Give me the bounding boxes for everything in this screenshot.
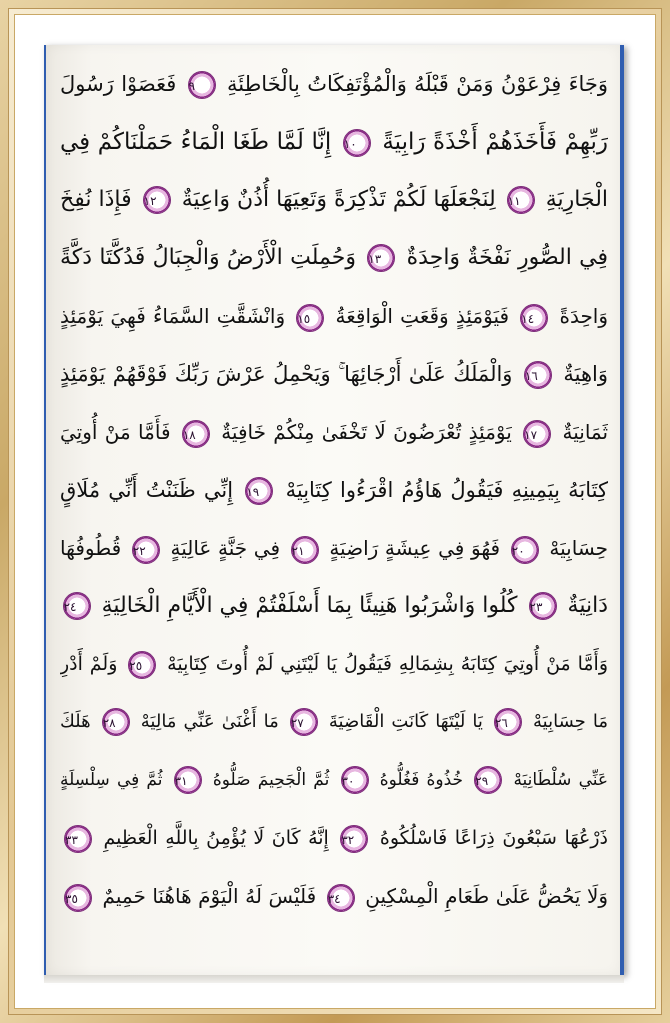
verse-end-rosette-icon: ٣٥ <box>64 884 92 912</box>
verse-line <box>60 345 608 403</box>
verse-text: عَنِّي سُلْطَانِيَهْ <box>513 770 608 790</box>
verse-end-rosette-icon: ٢٩ <box>474 766 502 794</box>
verse-end-rosette-icon: ٣٤ <box>327 884 355 912</box>
verse-line <box>60 113 608 171</box>
verse-text: خُذُوهُ فَغُلُّوهُ <box>379 770 464 790</box>
verse-text: فَيَوْمَئِذٍ وَقَعَتِ الْوَاقِعَةُ <box>335 304 510 328</box>
verse-text: إِنَّا لَمَّا طَغَا الْمَاءُ حَمَلْنَاكُمْ فِي <box>60 129 332 155</box>
verse-text: وَالْمَلَكُ عَلَىٰ أَرْجَائِهَا ۚ وَيَحْمِلُ عَرْشَ رَبِّكَ فَوْقَهُمْ يَوْمَئِذٍ <box>60 362 513 386</box>
verse-text: ثُمَّ الْجَحِيمَ صَلُّوهُ <box>212 770 330 790</box>
verse-text: مَا حِسَابِيَهْ <box>533 711 608 732</box>
verse-end-rosette-icon: ٢٢ <box>132 536 160 564</box>
verse-line <box>60 577 608 635</box>
verse-text: يَوْمَئِذٍ تُعْرَضُونَ لَا تَخْفَىٰ مِنْكُمْ خَافِيَةٌ <box>221 420 512 444</box>
verse-line <box>60 229 608 287</box>
verse-text: وَلَمْ أَدْرِ <box>60 653 118 675</box>
verse-line <box>60 461 608 519</box>
verse-end-rosette-icon: ١٦ <box>524 361 552 389</box>
verse-end-rosette-icon: ١٤ <box>520 304 548 332</box>
verse-line <box>60 287 608 345</box>
verse-text: وَاحِدَةً <box>559 304 608 328</box>
verse-line <box>60 55 608 113</box>
verse-end-rosette-icon: ١٨ <box>182 420 210 448</box>
verse-text: ثُمَّ فِي سِلْسِلَةٍ <box>60 770 163 790</box>
verse-text: فِي جَنَّةٍ عَالِيَةٍ <box>170 536 281 560</box>
verse-text: فَعَصَوْا رَسُولَ <box>60 72 177 96</box>
verse-end-rosette-icon: ١٩ <box>245 477 273 505</box>
verse-text: الْجَارِيَةِ <box>545 187 608 212</box>
verse-text: وَجَاءَ فِرْعَوْنُ وَمَنْ قَبْلَهُ وَالْمُؤْتَفِكَاتُ بِالْخَاطِئَةِ <box>226 72 608 96</box>
verse-text: قُطُوفُهَا <box>60 536 122 560</box>
verse-text: وَلَا يَحُضُّ عَلَىٰ طَعَامِ الْمِسْكِينِ <box>365 884 608 908</box>
verse-text: وَانْشَقَّتِ السَّمَاءُ فَهِيَ يَوْمَئِذٍ <box>60 304 286 328</box>
verse-end-rosette-icon: ٣١ <box>174 766 202 794</box>
verse-text: فِي الصُّورِ نَفْخَةٌ وَاحِدَةٌ <box>406 245 608 270</box>
verse-lines <box>60 55 608 925</box>
verse-text: حِسَابِيَهْ <box>549 536 608 560</box>
verse-text: يَا لَيْتَهَا كَانَتِ الْقَاضِيَةَ <box>328 711 483 732</box>
verse-end-rosette-icon: ٢٥ <box>128 651 156 679</box>
verse-line <box>60 171 608 229</box>
verse-end-rosette-icon: ١٠ <box>343 129 371 157</box>
verse-text: وَاهِيَةٌ <box>563 362 608 386</box>
verse-end-rosette-icon: ٣٢ <box>340 825 368 853</box>
quran-page <box>44 45 624 975</box>
verse-text: فَأَمَّا مَنْ أُوتِيَ <box>60 420 171 444</box>
verse-end-rosette-icon: ٣٣ <box>64 825 92 853</box>
verse-end-rosette-icon: ١٥ <box>296 304 324 332</box>
verse-text: فَلَيْسَ لَهُ الْيَوْمَ هَاهُنَا حَمِيمٌ <box>102 884 317 908</box>
verse-end-rosette-icon: ٢٠ <box>511 536 539 564</box>
verse-line <box>60 403 608 461</box>
verse-end-rosette-icon: ٢٧ <box>290 708 318 736</box>
verse-text: كُلُوا وَاشْرَبُوا هَنِيئًا بِمَا أَسْلَفْتُمْ فِي الْأَيَّامِ الْخَالِيَةِ <box>101 593 518 618</box>
verse-text: رَبِّهِمْ فَأَخَذَهُمْ أَخْذَةً رَابِيَةً <box>382 129 608 155</box>
verse-line <box>60 751 608 809</box>
verse-line <box>60 809 608 867</box>
verse-text: إِنَّهُ كَانَ لَا يُؤْمِنُ بِاللَّهِ الْعَظِيمِ <box>103 827 329 849</box>
verse-end-rosette-icon: ٢٤ <box>63 592 91 620</box>
verse-text: هَلَكَ <box>60 711 91 732</box>
verse-text: فَهُوَ فِي عِيشَةٍ رَاضِيَةٍ <box>329 536 501 560</box>
verse-end-rosette-icon: ٩ <box>188 71 216 99</box>
verse-end-rosette-icon: ١٧ <box>523 420 551 448</box>
verse-text: مَا أَغْنَىٰ عَنِّي مَالِيَهْ <box>140 711 279 732</box>
verse-text: دَانِيَةٌ <box>567 593 608 618</box>
verse-end-rosette-icon: ١٣ <box>367 244 395 272</box>
verse-line <box>60 635 608 693</box>
verse-text: لِنَجْعَلَهَا لَكُمْ تَذْكِرَةً وَتَعِيَهَا أُذُنٌ وَاعِيَةٌ <box>181 187 496 212</box>
verse-end-rosette-icon: ١٢ <box>143 186 171 214</box>
verse-end-rosette-icon: ١١ <box>507 186 535 214</box>
verse-line <box>60 519 608 577</box>
verse-text: ذَرْعُهَا سَبْعُونَ ذِرَاعًا فَاسْلُكُوهُ <box>379 827 608 849</box>
verse-line <box>60 693 608 751</box>
verse-text: كِتَابَهُ بِيَمِينِهِ فَيَقُولُ هَاؤُمُ اقْرَءُوا كِتَابِيَهْ <box>285 478 608 502</box>
verse-line <box>60 867 608 925</box>
page-bottom-edge <box>44 975 624 983</box>
verse-text: ثَمَانِيَةٌ <box>562 420 608 444</box>
verse-end-rosette-icon: ٢٦ <box>494 708 522 736</box>
verse-text: فَإِذَا نُفِخَ <box>60 187 132 212</box>
verse-text: وَأَمَّا مَنْ أُوتِيَ كِتَابَهُ بِشِمَالِهِ فَيَقُولُ يَا لَيْتَنِي لَمْ أُوتَ كِتَابِيَهْ <box>167 653 608 675</box>
verse-end-rosette-icon: ٢٨ <box>102 708 130 736</box>
verse-end-rosette-icon: ٢١ <box>291 536 319 564</box>
verse-end-rosette-icon: ٣٠ <box>341 766 369 794</box>
verse-end-rosette-icon: ٢٣ <box>529 592 557 620</box>
verse-text: إِنِّي ظَنَنْتُ أَنِّي مُلَاقٍ <box>60 478 234 502</box>
verse-text: وَحُمِلَتِ الْأَرْضُ وَالْجِبَالُ فَدُكَّتَا دَكَّةً <box>60 245 356 270</box>
